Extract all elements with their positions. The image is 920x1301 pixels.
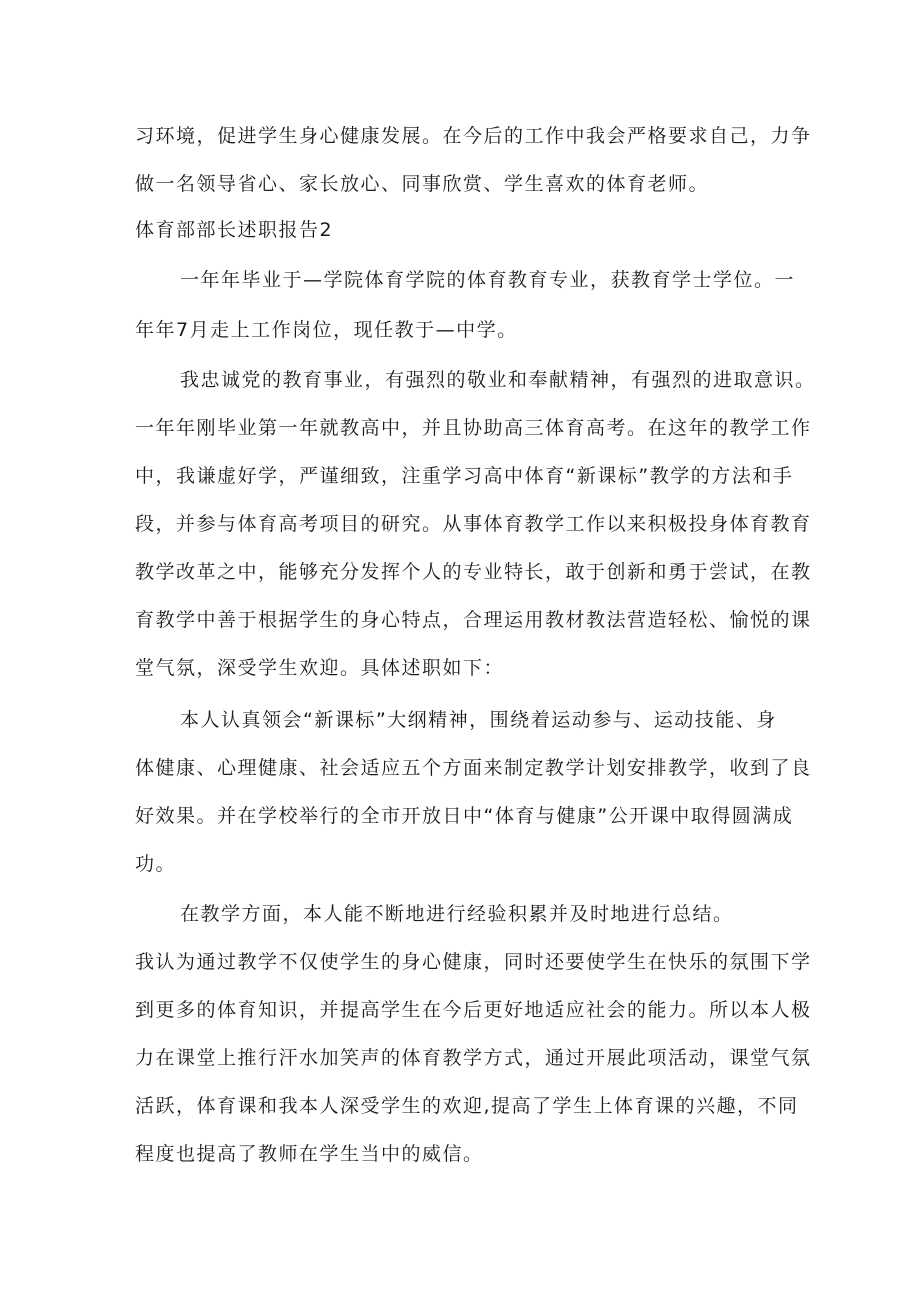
section-heading: 体育部部长述职报告2 <box>135 219 334 241</box>
text-line: 堂气氛，深受学生欢迎。具体述职如下： <box>135 657 505 679</box>
text-line: 在教学方面，本人能不断地进行经验积累并及时地进行总结。 <box>180 903 734 925</box>
text-line: 段，并参与体育高考项目的研究。从事体育教学工作以来积极投身体育教育 <box>135 513 812 535</box>
text-line: 教学改革之中，能够充分发挥个人的专业特长，敢于创新和勇于尝试，在教 <box>135 561 812 583</box>
text-line: 年年7月走上工作岗位，现任教于—中学。 <box>135 319 518 341</box>
text-line: 做一名领导省心、家长放心、同事欣赏、学生喜欢的体育老师。 <box>135 173 710 195</box>
text-line: 育教学中善于根据学生的身心特点，合理运用教材教法营造轻松、愉悦的课 <box>135 609 812 631</box>
text-line: 体健康、心理健康、社会适应五个方面来制定教学计划安排教学，收到了良 <box>135 757 812 779</box>
text-line: 功。 <box>135 853 177 875</box>
text-line: 习环境，促进学生身心健康发展。在今后的工作中我会严格要求自己，力争 <box>135 125 812 147</box>
text-line: 我忠诚党的教育事业，有强烈的敬业和奉献精神，有强烈的进取意识。 <box>180 369 816 391</box>
text-line: 程度也提高了教师在学生当中的威信。 <box>135 1143 484 1165</box>
text-line: 本人认真领会“新课标”大纲精神，围绕着运动参与、运动技能、身 <box>180 709 777 731</box>
text-line: 到更多的体育知识，并提高学生在今后更好地适应社会的能力。所以本人极 <box>135 999 812 1021</box>
text-line: 力在课堂上推行汗水加笑声的体育教学方式，通过开展此项活动，课堂气氛 <box>135 1047 812 1069</box>
text-line: 好效果。并在学校举行的全市开放日中“体育与健康”公开课中取得圆满成 <box>135 805 794 827</box>
text-line: 中，我谦虚好学，严谨细致，注重学习高中体育“新课标”教学的方法和手 <box>135 465 794 487</box>
text-line: 一年年毕业于—学院体育学院的体育教育专业，获教育学士学位。一 <box>180 269 796 291</box>
text-line: 活跃，体育课和我本人深受学生的欢迎,提高了学生上体育课的兴趣，不同 <box>135 1095 799 1117</box>
text-line: 我认为通过教学不仅使学生的身心健康，同时还要使学生在快乐的氛围下学 <box>135 951 812 973</box>
text-line: 一年年刚毕业第一年就教高中，并且协助高三体育高考。在这年的教学工作 <box>135 417 812 439</box>
